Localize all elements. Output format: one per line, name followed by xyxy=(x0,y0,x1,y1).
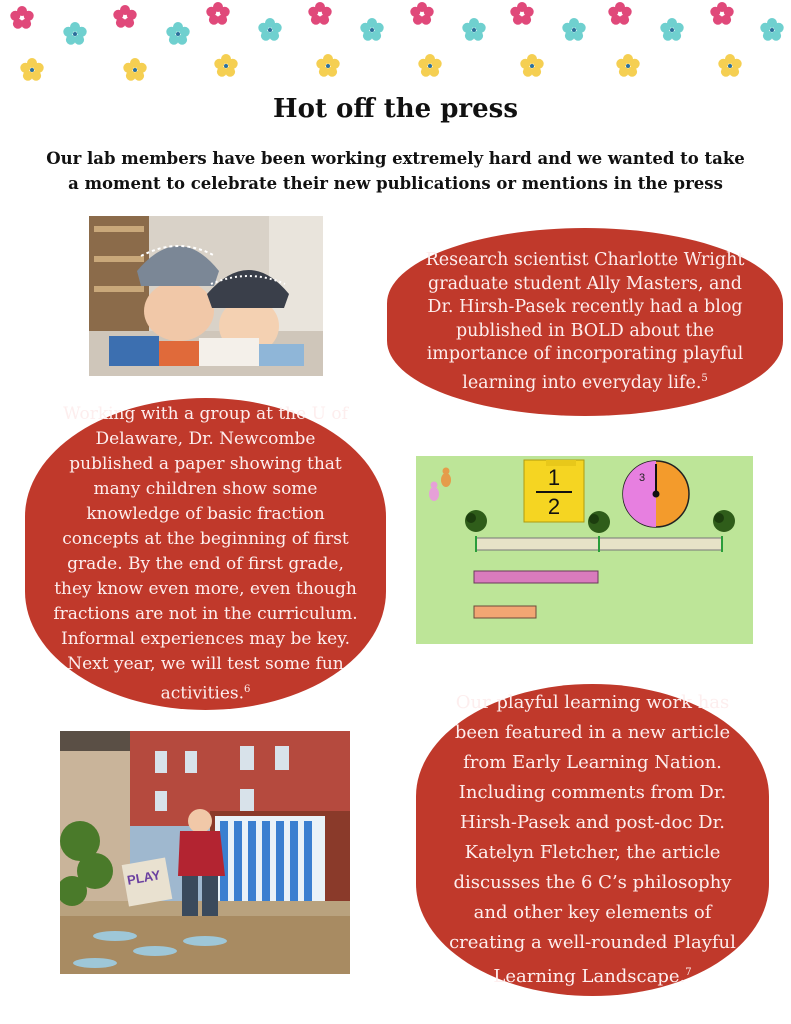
kangaroo-icon xyxy=(429,468,451,502)
fractions-bubble-text: Working with a group at the U of Delaware, Dr. Newcombe published a paper showing that many children show some knowledge of basic fraction concepts at the beginning of first grade. By the end of first grade, they know even more, even though fractions are not in the curriculum. Informal experiences may be key. Next year, we will test some fun activities. xyxy=(53,403,358,704)
article-bubble xyxy=(416,684,769,996)
play-sign-text: PLAY xyxy=(125,867,162,888)
flower-border-icon xyxy=(0,0,791,92)
article-bubble-ref: 7 xyxy=(685,967,692,978)
page-title: Hot off the press xyxy=(273,94,518,124)
article-bubble-text: Our playful learning work has been featured in a new article from Early Learning Nation. Including comments from Dr. Hirsh-Pasek and post-doc Dr. Katelyn Fletcher, the article discusses the 6 C’s philosophy and other key elements of creating a well-rounded Playful Learning Landscape. xyxy=(449,692,736,987)
fraction-game-image xyxy=(416,456,753,644)
fraction-numerator: 1 xyxy=(547,465,561,490)
blog-bubble-ref: 5 xyxy=(701,372,708,384)
child-playground-photo xyxy=(60,731,350,974)
fraction-denominator: 2 xyxy=(547,494,561,519)
blog-bubble xyxy=(387,228,783,416)
blog-bubble-text: Research scientist Charlotte Wright graduate student Ally Masters, and Dr. Hirsh-Pasek recently had a blog published in BOLD about the importance of incorporating playful learning into everyday life. xyxy=(425,250,745,393)
intro-text: Our lab members have been working extremely hard and we wanted to take a moment to celebrate their new publications or mentions in the press xyxy=(46,149,745,193)
clock-number: 3 xyxy=(639,472,646,484)
kids-with-baskets-photo xyxy=(89,216,323,376)
fractions-bubble-ref: 6 xyxy=(244,683,251,695)
fractions-bubble xyxy=(25,398,386,710)
